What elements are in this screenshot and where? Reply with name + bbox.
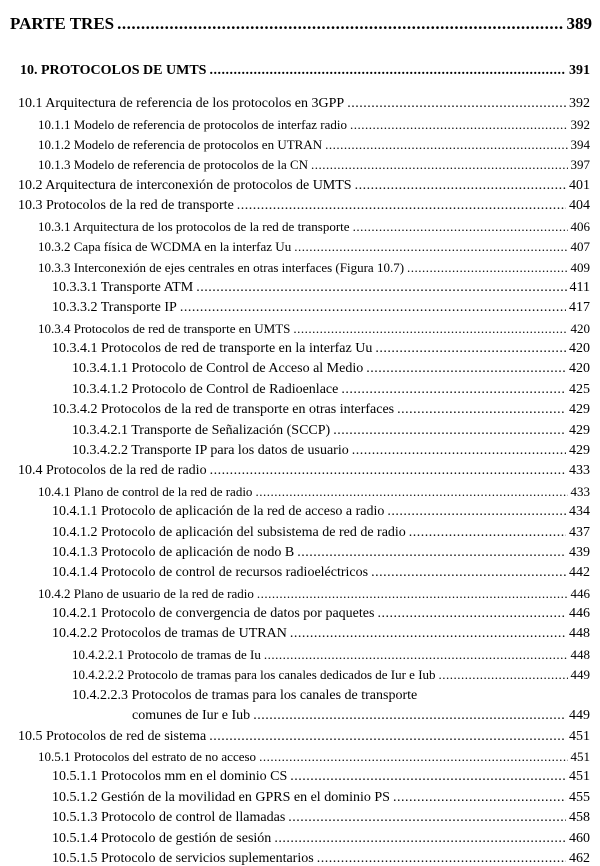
toc-entry — [52, 566, 590, 580]
toc-leader-dots — [259, 750, 567, 763]
toc-leader-dots — [117, 15, 563, 32]
toc-entry — [38, 118, 590, 131]
toc-entry — [38, 485, 590, 498]
toc-entry-page: 417 — [569, 300, 590, 315]
toc-entry-page: 389 — [566, 14, 592, 33]
toc-entry — [52, 627, 590, 641]
toc-entry-title: 10.3.3 Interconexión de ejes centrales en otras interfaces (Figura 10.7) — [38, 260, 405, 275]
toc-entry — [38, 587, 590, 600]
toc-leader-dots — [355, 179, 566, 193]
toc-entry-title: 10.4.2.2.3 Protocolos de tramas para los canales de transporte — [72, 688, 418, 703]
toc-entry — [38, 750, 590, 763]
toc-entry — [72, 648, 590, 661]
toc-leader-dots — [288, 811, 566, 825]
toc-entry — [52, 770, 590, 784]
toc-leader-dots — [253, 709, 566, 723]
toc-entry-title: 10.1.1 Modelo de referencia de protocolos de interfaz radio — [38, 117, 347, 132]
toc-entry — [52, 852, 590, 866]
toc-entry-page: 433 — [569, 463, 590, 478]
toc-entry — [52, 791, 590, 805]
toc-entry-page: 433 — [570, 484, 590, 499]
toc-leader-dots — [274, 832, 566, 846]
toc-entry — [38, 220, 590, 233]
toc-entry-page: 451 — [570, 749, 590, 764]
toc-entry-page: 429 — [569, 443, 590, 458]
toc-entry-page: 439 — [569, 545, 590, 560]
toc-leader-dots — [387, 505, 566, 519]
toc-entry-title: 10.1 Arquitectura de referencia de los protocolos en 3GPP — [18, 96, 345, 111]
toc-entry-title: 10.5 Protocolos de red de sistema — [18, 729, 207, 744]
toc-entry-page: 446 — [570, 586, 590, 601]
toc-leader-dots — [409, 526, 566, 540]
toc-leader-dots — [333, 424, 566, 438]
toc-entry-page: 449 — [569, 708, 590, 723]
toc-leader-dots — [347, 97, 566, 111]
toc-entry-title: 10.5.1.4 Protocolo de gestión de sesión — [52, 831, 272, 846]
toc-leader-dots — [350, 118, 568, 131]
toc-entry-page: 391 — [569, 63, 590, 78]
toc-leader-dots — [210, 464, 566, 478]
toc-entry-title: 10.4 Protocolos de la red de radio — [18, 463, 207, 478]
toc-entry-title: 10. PROTOCOLOS DE UMTS — [20, 63, 207, 78]
toc-entry-title: 10.4.2.2.1 Protocolo de tramas de Iu — [72, 647, 261, 662]
toc-entry-page: 448 — [570, 647, 590, 662]
toc-entry — [38, 240, 590, 253]
toc-entry-page: 460 — [569, 831, 590, 846]
toc-leader-dots — [439, 668, 568, 681]
toc-leader-dots — [237, 199, 566, 213]
toc-entry-title: 10.3.4.2.1 Transporte de Señalización (SCCP) — [72, 423, 331, 438]
toc-entry — [38, 261, 590, 274]
toc-entry-page: 451 — [569, 729, 590, 744]
toc-entry-page: 411 — [569, 280, 590, 295]
toc-entry-title: 10.4.2.1 Protocolo de convergencia de datos por paquetes — [52, 606, 375, 621]
toc-entry-page: 425 — [569, 382, 590, 397]
toc-entry-page: 446 — [569, 606, 590, 621]
toc-leader-dots — [209, 730, 566, 744]
toc-entry — [132, 709, 590, 723]
toc-leader-dots — [353, 220, 568, 233]
toc-leader-dots — [180, 301, 566, 315]
toc-entry-page: 420 — [570, 321, 590, 336]
toc-entry-page: 458 — [569, 810, 590, 825]
toc-entry-page: 455 — [569, 790, 590, 805]
toc-leader-dots — [341, 383, 566, 397]
toc-entry-page: 451 — [569, 769, 590, 784]
toc-leader-dots — [311, 158, 567, 171]
toc-entry-title: 10.5.1.1 Protocolos mm en el dominio CS — [52, 769, 288, 784]
toc-entry — [52, 607, 590, 621]
toc-entry-page: 397 — [570, 157, 590, 172]
toc-entry-page: 429 — [569, 402, 590, 417]
toc-entry-title: 10.2 Arquitectura de interconexión de protocolos de UMTS — [18, 178, 352, 193]
toc-leader-dots — [325, 138, 567, 151]
toc-leader-dots — [375, 342, 566, 356]
toc-leader-dots — [377, 607, 566, 621]
toc-entry — [52, 811, 590, 825]
toc-entry-title: 10.4.1.3 Protocolo de aplicación de nodo B — [52, 545, 295, 560]
toc-entry-title: 10.1.3 Modelo de referencia de protocolos de la CN — [38, 157, 309, 172]
toc-leader-dots — [371, 566, 566, 580]
toc-entry-title: 10.4.2.2 Protocolos de tramas de UTRAN — [52, 626, 287, 641]
toc-entry-title: 10.5.1.3 Protocolo de control de llamadas — [52, 810, 286, 825]
toc-entry-title: 10.3.4 Protocolos de red de transporte en UMTS — [38, 321, 291, 336]
toc-entry — [18, 730, 590, 744]
toc-entry — [38, 158, 590, 171]
toc-entry-page: 401 — [569, 178, 590, 193]
toc-entry-title: 10.3.1 Arquitectura de los protocolos de la red de transporte — [38, 219, 350, 234]
toc-entry-title: 10.5.1 Protocolos del estrato de no acceso — [38, 749, 257, 764]
toc-entry-title: 10.3.2 Capa física de WCDMA en la interfaz Uu — [38, 239, 292, 254]
toc-leader-dots — [293, 322, 567, 335]
toc-entry-page: 392 — [570, 117, 590, 132]
toc-entry — [52, 505, 590, 519]
toc-entry-page: 448 — [569, 626, 590, 641]
toc-entry-title: 10.3.4.2.2 Transporte IP para los datos de usuario — [72, 443, 349, 458]
toc-entry — [52, 526, 590, 540]
toc-entry-page: 407 — [570, 239, 590, 254]
toc-leader-dots — [196, 281, 566, 295]
toc-entry-title: 10.4.1.2 Protocolo de aplicación del subsistema de red de radio — [52, 525, 406, 540]
toc-leader-dots — [255, 485, 567, 498]
toc-leader-dots — [317, 852, 566, 866]
toc-entry — [52, 342, 590, 356]
toc-part-heading — [10, 15, 592, 32]
toc-entry-title: 10.3.3.1 Transporte ATM — [52, 280, 194, 295]
toc-entry-title: 10.1.2 Modelo de referencia de protocolos en UTRAN — [38, 137, 323, 152]
toc-entry-page: 462 — [569, 851, 590, 866]
toc-entry-title: 10.5.1.2 Gestión de la movilidad en GPRS en el dominio PS — [52, 790, 390, 805]
toc-leader-dots — [257, 587, 568, 600]
toc-entry-title: 10.3.3.2 Transporte IP — [52, 300, 177, 315]
toc-entry-page: 394 — [570, 137, 590, 152]
toc-entry — [52, 546, 590, 560]
toc-entry-title: 10.3.4.1.1 Protocolo de Control de Acceso al Medio — [72, 361, 364, 376]
toc-entry — [72, 383, 590, 397]
toc-entry — [52, 832, 590, 846]
toc-chapter-heading — [20, 64, 590, 78]
toc-entry — [38, 322, 590, 335]
toc-leader-dots — [264, 648, 568, 661]
toc-leader-dots — [290, 770, 566, 784]
toc-entry-page: 449 — [570, 667, 590, 682]
toc-leader-dots — [294, 240, 567, 253]
toc-entry-title: 10.3.4.1.2 Protocolo de Control de Radioenlace — [72, 382, 339, 397]
toc-entry — [52, 301, 590, 315]
toc-entry — [72, 668, 590, 681]
toc-entry-page: 429 — [569, 423, 590, 438]
toc-leader-dots — [366, 362, 566, 376]
toc-entry-page: 420 — [569, 341, 590, 356]
toc-entry — [18, 464, 590, 478]
toc-leader-dots — [290, 627, 566, 641]
toc-leader-dots — [209, 64, 566, 78]
toc-entry-page: 437 — [569, 525, 590, 540]
toc-leader-dots — [352, 444, 566, 458]
toc-entry-page: 392 — [569, 96, 590, 111]
toc-leader-dots — [393, 791, 566, 805]
toc-entry — [52, 281, 590, 295]
toc-entry — [72, 362, 590, 376]
toc-entry-page: 406 — [570, 219, 590, 234]
toc-entry — [38, 138, 590, 151]
toc-entry — [18, 179, 590, 193]
toc-entry-title: 10.4.1.4 Protocolo de control de recursos radioeléctricos — [52, 565, 369, 580]
toc-entry-page: 420 — [569, 361, 590, 376]
toc-entry-title: 10.3.4.2 Protocolos de la red de transporte en otras interfaces — [52, 402, 395, 417]
toc-leader-dots — [397, 403, 566, 417]
toc-entry-page: 409 — [570, 260, 590, 275]
toc-entry-title: 10.5.1.5 Protocolo de servicios suplementarios — [52, 851, 314, 866]
toc-entry-page: 442 — [569, 565, 590, 580]
toc-entry — [52, 403, 590, 417]
toc-entry — [72, 424, 590, 438]
toc-leader-dots — [407, 261, 567, 274]
toc-entry-title: 10.3.4.1 Protocolos de red de transporte en la interfaz Uu — [52, 341, 373, 356]
toc-leader-dots — [297, 546, 566, 560]
toc-entry-title-continued: comunes de Iur e Iub — [132, 708, 251, 723]
toc-entry-title: PARTE TRES — [10, 14, 115, 33]
toc-entry-title: 10.3 Protocolos de la red de transporte — [18, 198, 234, 213]
toc-entry-title: 10.4.2 Plano de usuario de la red de radio — [38, 586, 254, 601]
toc-entry — [18, 97, 590, 111]
toc-entry-page: 434 — [569, 504, 590, 519]
toc-entry — [72, 444, 590, 458]
toc-entry-title: 10.4.1.1 Protocolo de aplicación de la red de acceso a radio — [52, 504, 385, 519]
toc-entry-title: 10.4.1 Plano de control de la red de radio — [38, 484, 253, 499]
toc-entry-page: 404 — [569, 198, 590, 213]
toc-entry — [18, 199, 590, 213]
toc-entry-title: 10.4.2.2.2 Protocolo de tramas para los canales dedicados de Iur e Iub — [72, 667, 436, 682]
